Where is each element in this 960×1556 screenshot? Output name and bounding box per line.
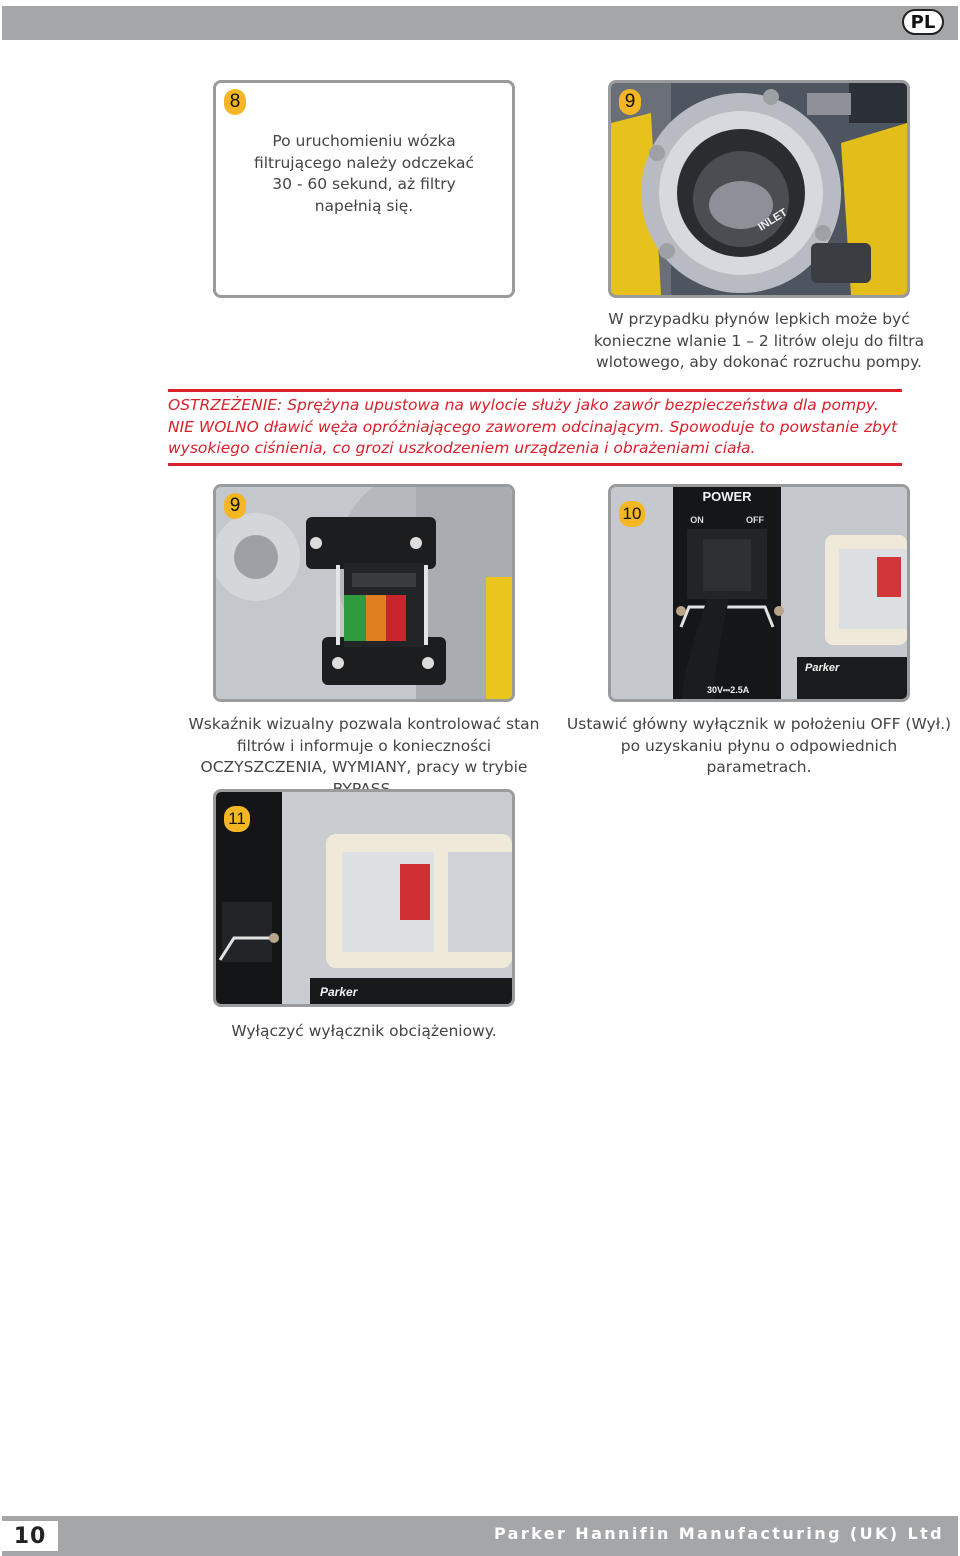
inlet-filter-image <box>611 83 907 295</box>
power-label: POWER <box>702 489 752 504</box>
step-9-inlet-photo <box>608 80 910 298</box>
step-9-top-number: 9 <box>619 89 641 115</box>
warning-top-rule <box>168 389 902 392</box>
warning-bottom-rule <box>168 463 902 466</box>
step-8-number: 8 <box>224 89 246 115</box>
step-8-text: Po uruchomieniu wózka filtrującego należy odczekać 30 - 60 sekund, aż filtry napełnią się. <box>253 132 475 215</box>
step-10-number: 10 <box>619 501 645 527</box>
step-8-card <box>213 80 515 298</box>
parker-logo: Parker <box>805 662 840 674</box>
language-badge: PL <box>902 9 944 35</box>
page-number: 10 <box>2 1521 58 1551</box>
visual-indicator-image <box>216 487 512 699</box>
step-11-load-switch-photo <box>213 789 515 1007</box>
step-10-switch-photo <box>608 484 910 702</box>
company-name: Parker Hannifin Manufacturing (UK) Ltd <box>493 1524 944 1543</box>
step-10-caption: Ustawić główny wyłącznik w położeniu OFF (Wył.) po uzyskaniu płynu o odpowiednich parametrach. <box>566 715 952 776</box>
step-9-indicator-photo <box>213 484 515 702</box>
warning-text: OSTRZEŻENIE: Sprężyna upustowa na wylocie służy jako zawór bezpieczeństwa dla pompy. NIE WOLNO dławić węża opróżniającego zaworem odcinającym. Spowoduje to powstanie zbyt wysokiego ciśnienia, co grozi uszkodzeniem urządzenia i obrażeniami ciała. <box>168 396 898 457</box>
parker-logo: Parker <box>320 985 358 999</box>
step-9-bottom-number: 9 <box>224 493 246 519</box>
inlet-label: INLET <box>756 206 790 234</box>
load-switch-image <box>216 792 512 1004</box>
step-9-top-caption: W przypadku płynów lepkich może być konieczne wlanie 1 – 2 litrów oleju do filtra wlotowego, aby dokonać rozruchu pompy. <box>593 310 925 371</box>
on-label: ON <box>690 515 704 525</box>
header-bar <box>2 6 958 40</box>
step-9-bottom-caption: Wskaźnik wizualny pozwala kontrolować stan filtrów i informuje o konieczności OCZYSZCZENIA, WYMIANY, pracy w trybie <box>188 715 540 776</box>
main-switch-image <box>611 487 907 699</box>
step-11-number: 11 <box>224 806 250 832</box>
footer-bar <box>2 1516 958 1556</box>
off-label: OFF <box>746 515 764 525</box>
rating-label: 30V⎓2.5A <box>707 685 750 695</box>
step-11-caption: Wyłączyć wyłącznik obciążeniowy. <box>231 1022 497 1040</box>
